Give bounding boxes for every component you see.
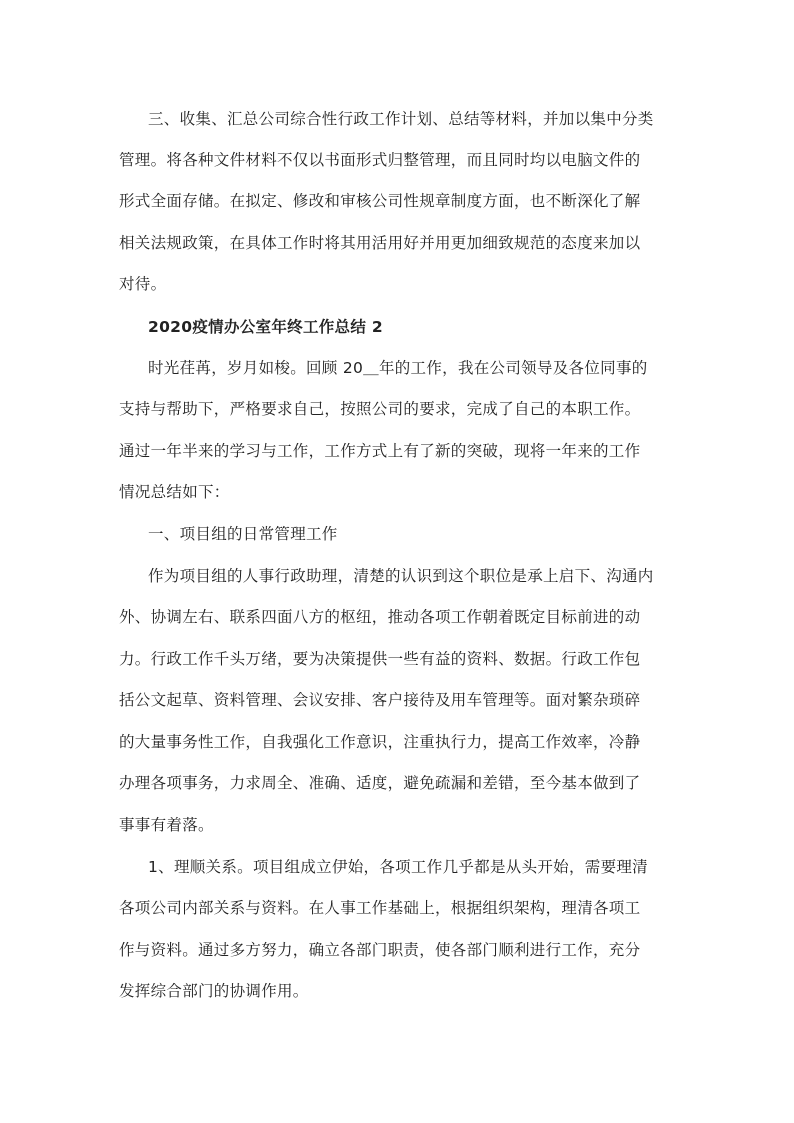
paragraph-line: 相关法规政策，在具体工作时将其用活用好并用更加细致规范的态度来加以 [119, 234, 641, 252]
paragraph-line: 三、收集、汇总公司综合性行政工作计划、总结等材料，并加以集中分类 [148, 110, 654, 128]
paragraph-line: 外、协调左右、联系四面八方的枢纽，推动各项工作朝着既定目标前进的动 [119, 608, 641, 626]
paragraph-line: 办理各项事务，力求周全、准确、适度，避免疏漏和差错，至今基本做到了 [119, 774, 641, 792]
paragraph-line: 作与资料。通过多方努力，确立各部门职责，使各部门顺利进行工作，充分 [119, 941, 641, 959]
paragraph-line: 作为项目组的人事行政助理，清楚的认识到这个职位是承上启下、沟通内 [148, 567, 654, 585]
paragraph-line: 情况总结如下： [119, 483, 230, 501]
paragraph-line: 管理。将各种文件材料不仅以书面形式归整管理，而且同时均以电脑文件的 [119, 151, 641, 169]
paragraph-line: 支持与帮助下，严格要求自己，按照公司的要求，完成了自己的本职工作。 [119, 400, 641, 418]
paragraph-line: 力。行政工作千头万绪，要为决策提供一些有益的资料、数据。行政工作包 [119, 650, 641, 668]
section-heading: 2020疫情办公室年终工作总结 2 [148, 318, 383, 336]
subsection-heading: 一、项目组的日常管理工作 [148, 525, 338, 543]
paragraph-line: 事事有着落。 [119, 816, 214, 834]
paragraph-line: 1、理顺关系。项目组成立伊始，各项工作几乎都是从头开始，需要理清 [148, 858, 648, 876]
paragraph-line: 各项公司内部关系与资料。在人事工作基础上，根据组织架构，理清各项工 [119, 899, 641, 917]
paragraph-line: 形式全面存储。在拟定、修改和审核公司性规章制度方面，也不断深化了解 [119, 192, 641, 210]
paragraph-line: 的大量事务性工作，自我强化工作意识，注重执行力，提高工作效率，冷静 [119, 733, 641, 751]
paragraph-line: 括公文起草、资料管理、会议安排、客户接待及用车管理等。面对繁杂琐碎 [119, 691, 641, 709]
paragraph-line: 对待。 [119, 275, 167, 293]
paragraph-line: 时光荏苒，岁月如梭。回顾 20＿年的工作，我在公司领导及各位同事的 [148, 359, 648, 377]
paragraph-line: 发挥综合部门的协调作用。 [119, 982, 309, 1000]
paragraph-line: 通过一年半来的学习与工作，工作方式上有了新的突破，现将一年来的工作 [119, 442, 641, 460]
